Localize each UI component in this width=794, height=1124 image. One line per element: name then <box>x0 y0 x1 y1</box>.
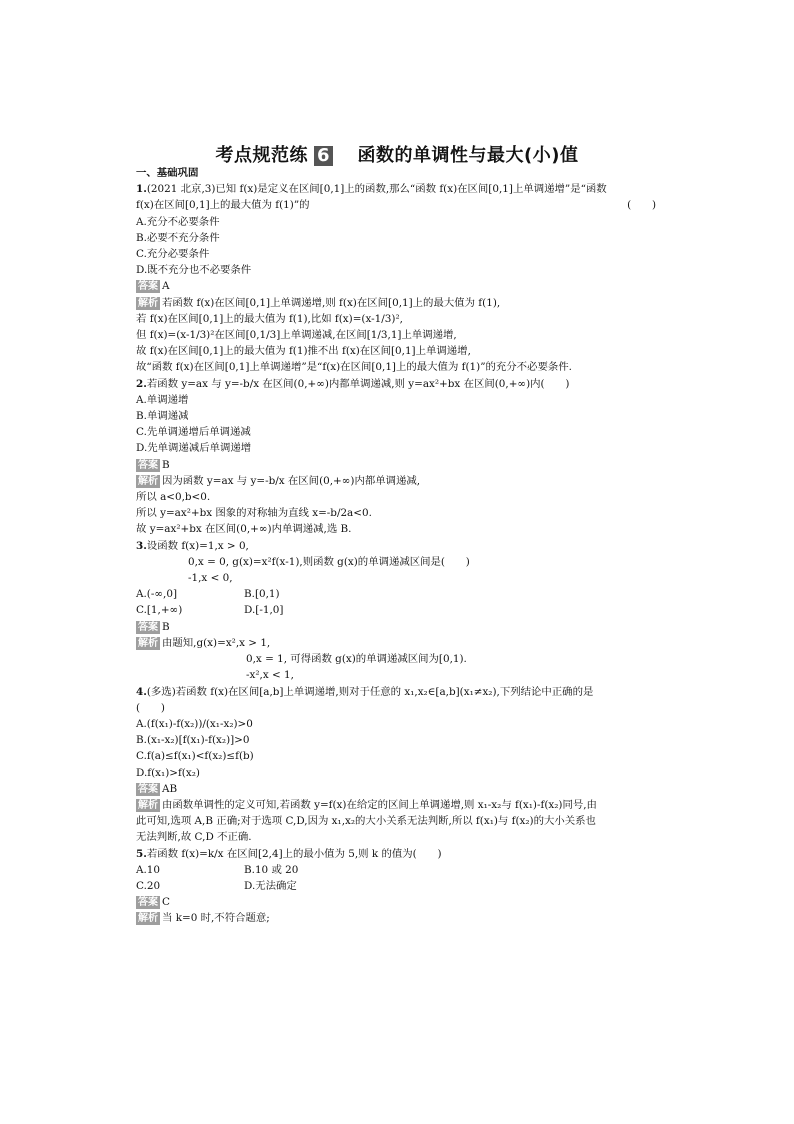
option: D.先单调递减后单调递增 <box>136 442 252 455</box>
analysis-line: 故 f(x)在区间[0,1]上的最大值为 f(1)推不出 f(x)在区间[0,1]上单调递增, <box>136 345 471 358</box>
question-4 <box>136 684 658 846</box>
piecewise-case: x²,x > 1, <box>225 636 271 649</box>
answer-value: B <box>162 458 170 471</box>
option: D.既不充分也不必要条件 <box>136 264 252 277</box>
question-number: 2. <box>136 377 147 390</box>
analysis-tag: 解析 <box>138 913 158 925</box>
piecewise-case: 0,x = 1, 可得函数 g(x)的单调递减区间为[0,1). <box>246 653 467 666</box>
option: D.无法确定 <box>244 879 297 892</box>
option: C.20 <box>136 879 161 892</box>
piecewise-case: -x²,x < 1, <box>246 669 294 682</box>
option: D.f(x₁)>f(x₂) <box>136 766 200 779</box>
answer-tag: 答案 <box>138 281 158 293</box>
option: A.(-∞,0] <box>136 588 177 601</box>
option: B.10 或 20 <box>244 863 299 876</box>
option: B.(x₁-x₂)[f(x₁)-f(x₂)]>0 <box>136 734 250 747</box>
answer-blank: ( ) <box>627 199 656 212</box>
analysis-tag: 解析 <box>138 637 158 649</box>
piecewise-case: 0,x = 0, g(x)=x²f(x-1),则函数 g(x)的单调递减区间是( ) <box>188 555 470 568</box>
answer-tag: 答案 <box>138 459 158 471</box>
answer-value: A <box>162 280 170 293</box>
analysis-line: 故“函数 f(x)在区间[0,1]上单调递增”是“f(x)在区间[0,1]上的最大值为 f(1)”的充分不必要条件. <box>136 361 572 374</box>
analysis-line: 由函数单调性的定义可知,若函数 y=f(x)在给定的区间上单调递增,则 x₁-x₂与 f(x₁)-f(x₂)同号,由 <box>162 798 597 811</box>
option: A.10 <box>136 863 161 876</box>
question-5 <box>136 846 658 927</box>
analysis-tag: 解析 <box>138 297 158 309</box>
piecewise-case: 1,x > 0, <box>207 539 249 552</box>
answer-value: AB <box>162 782 178 795</box>
answer-blank: ( ) <box>136 701 165 714</box>
option: D.[-1,0] <box>244 604 284 617</box>
piecewise-case: -1,x < 0, <box>188 572 233 585</box>
question-3 <box>136 538 658 684</box>
option: B.单调递减 <box>136 410 189 423</box>
analysis-line: 由题知,g(x)= <box>162 636 226 649</box>
option: C.先单调递增后单调递减 <box>136 426 251 439</box>
question-content <box>136 165 658 927</box>
option: B.[0,1) <box>244 588 280 601</box>
option: C.[1,+∞) <box>136 604 183 617</box>
question-text: 设函数 f(x)= <box>146 539 208 552</box>
analysis-line: 但 f(x)=(x-1/3)²在区间[0,1/3]上单调递减,在区间[1/3,1]上单调递增, <box>136 329 457 342</box>
analysis-line: 当 k=0 时,不符合题意; <box>162 912 270 925</box>
option: C.充分必要条件 <box>136 248 210 261</box>
title-number-badge: 6 <box>314 146 333 166</box>
title-prefix: 考点规范练 <box>215 145 308 166</box>
analysis-line: 故 y=ax²+bx 在区间(0,+∞)内单调递减,选 B. <box>136 523 352 536</box>
answer-tag: 答案 <box>138 621 158 633</box>
analysis-line: 若 f(x)在区间[0,1]上的最大值为 f(1),比如 f(x)=(x-1/3)², <box>136 312 403 325</box>
page-title <box>0 141 794 167</box>
analysis-line: 此可知,选项 A,B 正确;对于选项 C,D,因为 x₁,x₂的大小关系无法判断,所以 f(x₁)与 f(x₂)的大小关系也 <box>136 815 596 828</box>
question-text: (多选)若函数 f(x)在区间[a,b]上单调递增,则对于任意的 x₁,x₂∈[a,b](x₁≠x₂),下列结论中正确的是 <box>146 685 594 698</box>
option: A.(f(x₁)-f(x₂))/(x₁-x₂)>0 <box>136 717 253 730</box>
option: A.充分不必要条件 <box>136 215 220 228</box>
option: B.必要不充分条件 <box>136 231 220 244</box>
answer-tag: 答案 <box>138 897 158 909</box>
answer-tag: 答案 <box>138 783 158 795</box>
analysis-line: 若函数 f(x)在区间[0,1]上单调递增,则 f(x)在区间[0,1]上的最大值为 f(1), <box>162 296 501 309</box>
question-number: 4. <box>136 685 147 698</box>
answer-value: B <box>162 620 170 633</box>
analysis-tag: 解析 <box>138 475 158 487</box>
analysis-line: 无法判断,故 C,D 不正确. <box>136 831 252 844</box>
option: C.f(a)≤f(x₁)<f(x₂)≤f(b) <box>136 750 254 763</box>
question-2 <box>136 376 658 538</box>
question-text: f(x)在区间[0,1]上的最大值为 f(1)”的 <box>136 199 310 212</box>
title-main: 函数的单调性与最大(小)值 <box>357 145 579 166</box>
question-number: 1. <box>136 183 147 196</box>
analysis-tag: 解析 <box>138 799 158 811</box>
analysis-line: 所以 y=ax²+bx 图象的对称轴为直线 x=-b/2a<0. <box>136 507 372 520</box>
analysis-line: 因为函数 y=ax 与 y=-b/x 在区间(0,+∞)内都单调递减, <box>162 474 421 487</box>
question-text: (2021 北京,3)已知 f(x)是定义在区间[0,1]上的函数,那么“函数 f(x)在区间[0,1]上单调递增”是“函数 <box>146 183 607 196</box>
analysis-line: 所以 a<0,b<0. <box>136 491 211 504</box>
question-text: 若函数 f(x)=k/x 在区间[2,4]上的最小值为 5,则 k 的值为( ) <box>146 847 442 860</box>
question-text: 若函数 y=ax 与 y=-b/x 在区间(0,+∞)内都单调递减,则 y=ax²+bx 在区间(0,+∞)内( ) <box>146 377 570 390</box>
section-heading: 一、基础巩固 <box>136 167 199 179</box>
answer-value: C <box>162 896 170 909</box>
question-number: 5. <box>136 847 147 860</box>
question-number: 3. <box>136 539 147 552</box>
question-1 <box>136 181 658 375</box>
option: A.单调递增 <box>136 393 189 406</box>
